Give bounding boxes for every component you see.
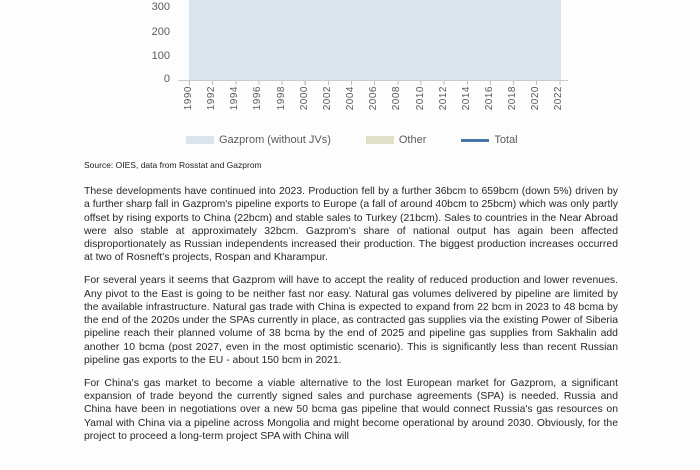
paragraph: These developments have continued into 2023. Production fell by a further 36bcm to 659bcm (down 5%) driven by a further sharp fall in Gazprom's pipeline exports to Europe (a fall of around 40bcm to 25bcm) which was only partly offset by rising exports to China (22bcm) and stable sales to Turkey (21bcm). Sales to countries in the Near Abroad were also stable at approximately 32bcm. Gazprom's share of national output has again been affected disproportionately as Russian independents increased their production. The biggest production increases occurred at two of Rosneft's projects, Rospan and Kharampur. (84, 186, 618, 264)
legend-item-gazprom (186, 134, 331, 146)
legend-item-total (461, 134, 517, 146)
legend-item-other (366, 134, 427, 146)
x-axis-tick-label: 2018 (507, 86, 519, 111)
x-axis-tick-label: 2010 (414, 86, 426, 111)
area-swatch-icon (366, 136, 394, 144)
area-swatch-icon (186, 136, 214, 144)
paragraph: For several years it seems that Gazprom will have to accept the reality of reduced production and lower revenues. Any pivot to the East is going to be neither fast nor easy. Natural gas volumes delivered by pipeline are limited by the available infrastructure. Natural gas trade with China is expected to expand from 22 bcm in 2023 to 48 bcma by the end of the 2020s under the SPAs currently in place, as contracted gas supplies via the existing Power of Siberia pipeline reach their planned volume of 38 bcma by the end of 2025 and pipeline gas supplies from Sakhalin add another 10 bcma (post 2027, even in the most optimistic scenario). This is significantly less than recent Russian pipeline gas exports to the EU - about 150 bcm in 2021. (84, 275, 618, 367)
x-axis-tick-label: 2022 (553, 86, 565, 111)
y-axis-tick-label: 300 (151, 1, 170, 13)
x-axis-tick-label: 2008 (391, 86, 403, 111)
y-axis-tick-label: 0 (163, 73, 170, 85)
legend-label: Gazprom (without JVs) (219, 134, 331, 146)
chart-legend (186, 134, 518, 146)
line-swatch-icon (461, 139, 489, 142)
x-axis-tick-label: 2002 (321, 86, 333, 111)
x-axis-tick-label: 1998 (275, 86, 287, 111)
legend-label: Other (398, 134, 427, 146)
y-axis-tick-label: 200 (151, 26, 170, 38)
x-axis-tick-label: 2014 (460, 86, 472, 111)
x-axis-tick-label: 1990 (183, 86, 194, 111)
x-axis-tick-label: 2012 (437, 86, 449, 111)
body-text (84, 185, 618, 453)
production-chart (0, 0, 700, 155)
paragraph: For China's gas market to become a viable alternative to the lost European market for Gazprom, a significant expansion of trade beyond the currently signed sales and purchase agreements (SPA) is needed. Russia and China have been in negotiations over a new 50 bcma gas pipeline that would connect Russia's gas resources on Yamal with China via a pipeline across Mongolia and might become operational by around 2030. Obviously, for the project to proceed a long-term project SPA with China will (84, 377, 618, 443)
x-axis-tick-marks (189, 81, 563, 85)
x-axis-tick-label: 1992 (206, 86, 218, 111)
gazprom-area-series (189, 0, 561, 80)
x-axis-tick-label: 2000 (298, 86, 310, 111)
x-axis-tick-label: 2016 (483, 86, 495, 111)
x-axis-tick-label: 2020 (530, 86, 542, 111)
source-note: Source: OIES, data from Rosstat and Gazprom (84, 160, 262, 170)
x-axis-tick-label: 2006 (368, 86, 380, 111)
x-axis-tick-label: 1996 (252, 86, 264, 111)
x-axis-tick-label: 2004 (345, 86, 357, 111)
y-axis-tick-label: 100 (151, 50, 170, 62)
legend-label: Total (494, 134, 518, 146)
x-axis-tick-label: 1994 (229, 86, 241, 111)
